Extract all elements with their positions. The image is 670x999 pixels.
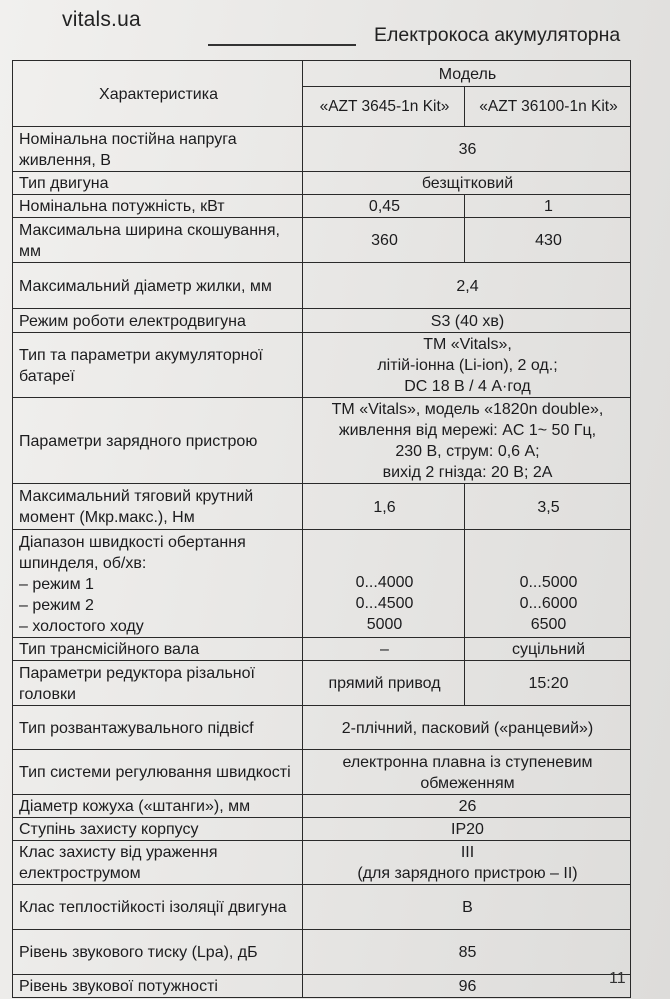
charger-line-2: живлення від мережі: AC 1~ 50 Гц, bbox=[338, 422, 597, 439]
row-value-model-1: 1,6 bbox=[303, 484, 465, 530]
speed-ctrl-line-2: обмеженням bbox=[420, 774, 515, 792]
speed-m1-idle: 5000 bbox=[366, 616, 403, 633]
row-value bbox=[303, 398, 631, 484]
row-label: Клас теплостійкості ізоляції двигуна bbox=[13, 885, 303, 930]
table-row bbox=[13, 841, 631, 885]
model-2-name: «AZT 36100-1n Kit» bbox=[465, 87, 631, 127]
characteristic-header: Характеристика bbox=[13, 61, 303, 127]
spec-table bbox=[12, 60, 631, 998]
table-row bbox=[13, 530, 631, 638]
row-label: Рівень звукового тиску (Lpa), дБ bbox=[13, 930, 303, 975]
row-value-model-1: – bbox=[303, 638, 465, 661]
row-value-model-2 bbox=[465, 530, 631, 638]
speed-label-2: – режим 1 bbox=[19, 575, 94, 593]
header-rule bbox=[208, 44, 356, 46]
table-row bbox=[13, 706, 631, 750]
table-row bbox=[13, 885, 631, 930]
document-title: Електрокоса акумуляторна bbox=[374, 24, 621, 46]
row-label bbox=[13, 530, 303, 638]
speed-ctrl-line-1: електронна плавна із ступеневим bbox=[342, 753, 593, 771]
row-label: Максимальна ширина скошування, мм bbox=[13, 218, 303, 263]
table-row bbox=[13, 930, 631, 975]
row-label: Тип та параметри акумуляторної батареї bbox=[13, 333, 303, 398]
row-label: Параметри зарядного пристрою bbox=[13, 398, 303, 484]
speed-label-3: – режим 2 bbox=[19, 596, 94, 614]
row-value-model-1: прямий привод bbox=[303, 661, 465, 706]
charger-line-1: ТМ «Vitals», модель «1820n double», bbox=[331, 401, 604, 418]
row-label: Тип розвантажувального підвісf bbox=[13, 706, 303, 750]
row-value bbox=[303, 750, 631, 795]
row-value-model-2: 430 bbox=[465, 218, 631, 263]
row-label: Режим роботи електродвигуна bbox=[13, 309, 303, 333]
charger-line-4: вихід 2 гнізда: 20 В; 2А bbox=[382, 464, 553, 481]
row-value-model-1: 360 bbox=[303, 218, 465, 263]
row-label: Максимальний тяговий крутний момент (Мкр.макс.), Нм bbox=[13, 484, 303, 530]
row-value: В bbox=[303, 885, 631, 930]
row-value bbox=[303, 333, 631, 398]
speed-m1-r1: 0...4000 bbox=[355, 574, 414, 591]
table-row bbox=[13, 309, 631, 333]
table-row bbox=[13, 750, 631, 795]
row-value: 2,4 bbox=[303, 263, 631, 309]
speed-m2-r2: 0...6000 bbox=[519, 595, 578, 612]
table-row bbox=[13, 333, 631, 398]
speed-m1-r2: 0...4500 bbox=[355, 595, 414, 612]
table-row bbox=[13, 818, 631, 841]
row-label: Клас захисту від ураження електрострумом bbox=[13, 841, 303, 885]
table-row bbox=[13, 218, 631, 263]
battery-line-3: DC 18 В / 4 А·год bbox=[404, 378, 531, 395]
row-label: Діаметр кожуха («штанги»), мм bbox=[13, 795, 303, 818]
row-value: безщітковий bbox=[303, 172, 631, 195]
model-1-name: «AZT 3645-1n Kit» bbox=[303, 87, 465, 127]
site-url: vitals.ua bbox=[62, 8, 141, 31]
speed-m2-r1: 0...5000 bbox=[519, 574, 578, 591]
row-value-model-1 bbox=[303, 530, 465, 638]
row-value bbox=[303, 841, 631, 885]
row-value: S3 (40 хв) bbox=[303, 309, 631, 333]
row-value: 26 bbox=[303, 795, 631, 818]
row-value: IP20 bbox=[303, 818, 631, 841]
row-label: Тип трансмісійного вала bbox=[13, 638, 303, 661]
row-value: 96 bbox=[303, 975, 631, 998]
shock-line-1: III bbox=[460, 844, 475, 861]
table-row bbox=[13, 172, 631, 195]
table-row bbox=[13, 661, 631, 706]
table-header-row bbox=[13, 61, 631, 87]
row-label: Максимальний діаметр жилки, мм bbox=[13, 263, 303, 309]
row-label: Рівень звукової потужності bbox=[13, 975, 303, 998]
shock-line-2: (для зарядного пристрою – II) bbox=[357, 865, 578, 882]
row-value-model-2: 3,5 bbox=[465, 484, 631, 530]
row-value: 85 bbox=[303, 930, 631, 975]
page-number: 11 bbox=[609, 970, 626, 987]
row-label: Номінальна постійна напруга живлення, В bbox=[13, 127, 303, 172]
row-label: Тип двигуна bbox=[13, 172, 303, 195]
table-row bbox=[13, 398, 631, 484]
row-value-model-1: 0,45 bbox=[303, 195, 465, 218]
row-label: Ступінь захисту корпусу bbox=[13, 818, 303, 841]
speed-label-4: – холостого ходу bbox=[19, 617, 144, 635]
table-row bbox=[13, 795, 631, 818]
battery-line-2: літій-іонна (Li-ion), 2 од.; bbox=[377, 357, 558, 374]
row-value: 2-плічний, пасковий («ранцевий») bbox=[303, 706, 631, 750]
model-header: Модель bbox=[303, 61, 631, 87]
speed-label-1: Діапазон швидкості обертання шпинделя, об/хв: bbox=[19, 533, 246, 572]
table-row bbox=[13, 975, 631, 998]
row-value: 36 bbox=[303, 127, 631, 172]
charger-line-3: 230 В, струм: 0,6 А; bbox=[395, 443, 540, 460]
table-row bbox=[13, 638, 631, 661]
table-row bbox=[13, 127, 631, 172]
table-row bbox=[13, 263, 631, 309]
row-value-model-2: 1 bbox=[465, 195, 631, 218]
table-row bbox=[13, 484, 631, 530]
battery-line-1: ТМ «Vitals», bbox=[423, 336, 512, 353]
row-label: Тип системи регулювання швидкості bbox=[13, 750, 303, 795]
row-label: Параметри редуктора різальної головки bbox=[13, 661, 303, 706]
row-value-model-2: суцільний bbox=[465, 638, 631, 661]
speed-m2-idle: 6500 bbox=[530, 616, 567, 633]
row-label: Номінальна потужність, кВт bbox=[13, 195, 303, 218]
table-row bbox=[13, 195, 631, 218]
row-value-model-2: 15:20 bbox=[465, 661, 631, 706]
